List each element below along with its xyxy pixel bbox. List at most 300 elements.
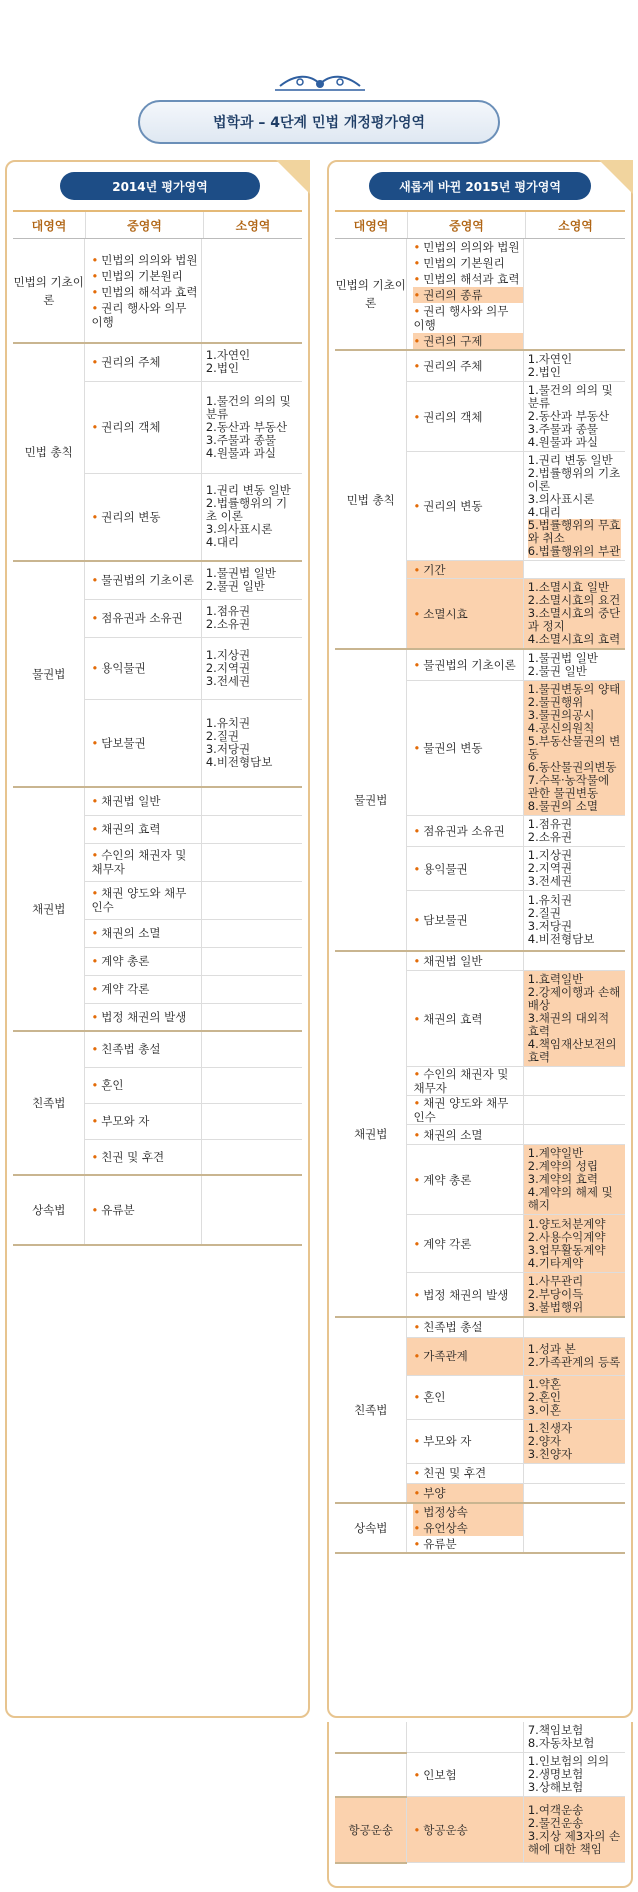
middle-area-item bbox=[91, 1042, 200, 1056]
middle-area-label: 권리의 변동 bbox=[101, 509, 161, 524]
middle-area-cell bbox=[85, 947, 201, 975]
bullet-icon: • bbox=[91, 573, 99, 588]
middle-area-label: 친권 및 후견 bbox=[101, 1149, 165, 1164]
middle-area-item bbox=[91, 611, 200, 625]
minor-area-item: 1.점유권 bbox=[527, 817, 573, 831]
minor-area-item: 3.물권의공시 bbox=[527, 708, 595, 722]
middle-area-cell bbox=[407, 452, 523, 561]
middle-area-item bbox=[413, 1434, 522, 1448]
minor-area-cell bbox=[201, 1003, 302, 1031]
bullet-icon: • bbox=[413, 1537, 421, 1551]
minor-area-item: 1.물권변동의 양태 bbox=[527, 682, 621, 696]
bullet-icon: • bbox=[413, 913, 421, 928]
middle-area-label: 수인의 채권자 및 채무자 bbox=[413, 1067, 509, 1095]
middle-area-cell bbox=[407, 350, 523, 382]
middle-area-cell bbox=[85, 343, 201, 381]
middle-area-item bbox=[413, 741, 522, 755]
minor-area-item: 3.소멸시효의 중단과 정지 bbox=[527, 606, 621, 633]
col-minor: 소영역 bbox=[235, 218, 271, 233]
table-row bbox=[13, 1175, 302, 1245]
bullet-icon: • bbox=[91, 848, 99, 862]
middle-area-item bbox=[413, 1349, 522, 1363]
table-extension bbox=[335, 1722, 625, 1864]
minor-area-item: 2.법률행위의 기초 이론 bbox=[205, 496, 288, 524]
bullet-icon: • bbox=[91, 926, 99, 940]
bullet-icon: • bbox=[413, 1767, 421, 1782]
bullet-icon: • bbox=[91, 1078, 99, 1092]
minor-area-item: 2.물권 일반 bbox=[205, 579, 265, 594]
major-area: 채권법 bbox=[335, 951, 407, 1318]
middle-area-item bbox=[413, 824, 522, 838]
middle-area-item bbox=[413, 954, 522, 968]
middle-area-label: 점유권과 소유권 bbox=[423, 824, 505, 838]
minor-area-cell bbox=[523, 579, 625, 650]
minor-area-cell bbox=[523, 951, 625, 971]
bullet-icon: • bbox=[91, 420, 99, 434]
middle-area-cell bbox=[407, 1419, 523, 1463]
minor-area-item: 1.소멸시효 일반 bbox=[527, 580, 610, 594]
middle-area-cell bbox=[407, 1797, 523, 1863]
middle-area-cell bbox=[407, 1503, 523, 1553]
minor-area-item: 1.물건의 의의 및 분류 bbox=[205, 393, 291, 421]
middle-area-item bbox=[91, 420, 200, 434]
middle-area-item bbox=[91, 661, 200, 675]
middle-area-item bbox=[413, 1012, 522, 1026]
middle-area-cell bbox=[407, 1215, 523, 1273]
table-row bbox=[335, 1722, 625, 1753]
bullet-icon: • bbox=[413, 1127, 421, 1142]
bullet-icon: • bbox=[413, 409, 421, 424]
panel-2014-title: 2014년 평가영역 bbox=[60, 172, 260, 200]
table-row bbox=[13, 561, 302, 599]
bullet-icon: • bbox=[413, 1287, 421, 1302]
minor-area-cell bbox=[523, 1317, 625, 1337]
middle-area-item bbox=[91, 1150, 200, 1164]
minor-area-item: 3.주물과 종물 bbox=[205, 432, 277, 447]
minor-area-item: 3.의사표시론 bbox=[205, 522, 273, 537]
minor-area-cell bbox=[523, 1722, 625, 1753]
minor-area-item: 1.인보험의 의의 bbox=[527, 1754, 610, 1768]
minor-area-cell bbox=[201, 381, 302, 473]
middle-area-cell bbox=[85, 975, 201, 1003]
minor-area-cell bbox=[523, 1503, 625, 1553]
middle-area-label: 권리의 객체 bbox=[101, 420, 161, 434]
panel-2015-title: 새롭게 바뀐 2015년 평가영역 bbox=[369, 172, 591, 200]
minor-area-cell bbox=[201, 815, 302, 843]
bullet-icon: • bbox=[91, 268, 99, 283]
minor-area-item: 2.혼인 bbox=[527, 1389, 561, 1404]
middle-area-item bbox=[413, 862, 522, 876]
minor-area-item: 3.업무활동계약 bbox=[527, 1242, 606, 1257]
minor-area-item: 3.불법행위 bbox=[527, 1300, 584, 1314]
middle-area-item bbox=[413, 913, 522, 927]
minor-area-item: 2.지역권 bbox=[205, 660, 251, 675]
middle-area-item bbox=[91, 300, 200, 330]
minor-area-item: 2.소유권 bbox=[527, 830, 573, 844]
bullet-icon: • bbox=[413, 1172, 421, 1187]
bullet-icon: • bbox=[91, 300, 99, 315]
table-row bbox=[13, 343, 302, 381]
minor-area-item: 1.유치권 bbox=[205, 715, 251, 730]
bullet-icon: • bbox=[413, 824, 421, 838]
middle-area-item bbox=[91, 1078, 200, 1092]
minor-area-item: 4.대리 bbox=[205, 535, 240, 550]
middle-area-label: 채권법 일반 bbox=[423, 953, 483, 968]
minor-area-cell bbox=[523, 1215, 625, 1273]
middle-area-label: 채권의 소멸 bbox=[423, 1127, 483, 1142]
table-row bbox=[13, 787, 302, 815]
middle-area-label: 용익물권 bbox=[423, 861, 468, 876]
minor-area-cell bbox=[523, 681, 625, 816]
middle-area-cell bbox=[85, 1103, 201, 1139]
bullet-icon: • bbox=[413, 1822, 421, 1837]
minor-area-cell bbox=[523, 1419, 625, 1463]
middle-area-label: 유언상속 bbox=[423, 1521, 468, 1535]
middle-area-label: 채권법 일반 bbox=[101, 794, 161, 809]
minor-area-item: 2.동산과 부동산 bbox=[527, 409, 610, 423]
middle-area-cell bbox=[85, 843, 201, 881]
minor-area-cell bbox=[201, 561, 302, 599]
minor-area-item: 1.권리 변동 일반 bbox=[205, 483, 291, 498]
page-title: 법학과 – 4단계 민법 개정평가영역 bbox=[138, 100, 500, 144]
panel-2015-extension bbox=[327, 1722, 633, 1888]
col-middle: 중영역 bbox=[408, 212, 526, 238]
middle-area-label: 계약 총론 bbox=[423, 1172, 472, 1187]
middle-area-label: 민법의 해석과 효력 bbox=[101, 284, 198, 299]
minor-area-item: 1.양도처분계약 bbox=[527, 1216, 606, 1231]
middle-area-label: 권리 행사와 의무 이행 bbox=[413, 304, 509, 332]
middle-area-label: 혼인 bbox=[101, 1078, 124, 1092]
bullet-icon: • bbox=[413, 256, 421, 270]
middle-area-cell bbox=[407, 1067, 523, 1096]
minor-area-item: 2.가족관계의 등록 bbox=[527, 1355, 621, 1369]
middle-area-cell bbox=[407, 1096, 523, 1125]
minor-area-item: 1.지상권 bbox=[527, 848, 573, 862]
middle-area-item bbox=[91, 252, 200, 268]
bullet-icon: • bbox=[413, 1349, 421, 1363]
bullet-icon: • bbox=[413, 953, 421, 968]
middle-area-item bbox=[413, 410, 522, 424]
middle-area-label: 담보물권 bbox=[423, 913, 468, 928]
middle-area-label: 유류분 bbox=[423, 1537, 457, 1551]
minor-area-cell bbox=[201, 843, 302, 881]
bullet-icon: • bbox=[413, 1067, 421, 1081]
major-area: 상속법 bbox=[335, 1503, 407, 1553]
middle-area-item bbox=[91, 284, 200, 300]
middle-area-label: 법정상속 bbox=[423, 1505, 468, 1519]
bullet-icon: • bbox=[91, 252, 99, 267]
minor-area-item: 2.물건운송 bbox=[527, 1815, 584, 1830]
middle-area-cell bbox=[407, 1463, 523, 1483]
middle-area-cell bbox=[407, 1483, 523, 1503]
middle-area-cell bbox=[85, 881, 201, 919]
bullet-icon: • bbox=[413, 334, 421, 348]
middle-area-label: 민법의 기본원리 bbox=[101, 268, 183, 283]
middle-area-label: 친권 및 후견 bbox=[423, 1466, 487, 1480]
panel-2015 bbox=[327, 160, 633, 1718]
middle-area-item bbox=[91, 982, 200, 996]
middle-area-item bbox=[91, 1010, 200, 1024]
middle-area-label: 권리의 구제 bbox=[423, 334, 483, 348]
middle-area-label: 부모와 자 bbox=[101, 1114, 150, 1128]
middle-area-cell bbox=[407, 1125, 523, 1145]
minor-area-item: 3.저당권 bbox=[527, 919, 573, 934]
middle-area-item bbox=[413, 1237, 522, 1251]
middle-area-cell bbox=[407, 239, 523, 350]
minor-area-cell bbox=[523, 891, 625, 951]
minor-area-item: 1.물권법 일반 bbox=[205, 566, 277, 581]
middle-area-item bbox=[413, 1390, 522, 1404]
minor-area-item: 3.지상 제3자의 손해에 대한 책임 bbox=[527, 1828, 621, 1856]
minor-area-cell bbox=[201, 599, 302, 637]
middle-area-label: 권리 행사와 의무 이행 bbox=[91, 300, 187, 329]
middle-area-item bbox=[91, 926, 200, 940]
minor-area-item: 6.법률행위의 부관 bbox=[527, 544, 621, 558]
middle-area-cell bbox=[85, 239, 201, 343]
middle-area-cell bbox=[85, 473, 201, 561]
middle-area-item bbox=[413, 607, 522, 621]
minor-area-cell bbox=[201, 1103, 302, 1139]
middle-area-label: 권리의 주체 bbox=[423, 359, 483, 373]
middle-area-label: 권리의 주체 bbox=[101, 355, 161, 370]
middle-area-cell bbox=[85, 1031, 201, 1067]
middle-area-item bbox=[91, 355, 200, 369]
middle-area-item bbox=[413, 563, 522, 577]
middle-area-cell bbox=[407, 579, 523, 650]
minor-area-item: 3.전세권 bbox=[527, 874, 573, 888]
minor-area-item: 4.공신의원칙 bbox=[527, 721, 595, 735]
bullet-icon: • bbox=[413, 1466, 421, 1480]
ornament-icon bbox=[270, 70, 370, 94]
middle-area-item bbox=[413, 1504, 522, 1520]
middle-area-item bbox=[91, 848, 200, 876]
middle-area-cell bbox=[407, 1375, 523, 1419]
minor-area-item: 1.자연인 bbox=[205, 348, 251, 363]
table-row bbox=[335, 239, 625, 350]
minor-area-item: 3.친양자 bbox=[527, 1446, 573, 1461]
middle-area-item bbox=[413, 255, 522, 271]
minor-area-item: 2.부당이득 bbox=[527, 1287, 584, 1301]
middle-area-cell bbox=[407, 847, 523, 891]
middle-area-cell bbox=[85, 787, 201, 815]
bullet-icon: • bbox=[413, 272, 421, 286]
middle-area-label: 채권의 효력 bbox=[423, 1011, 483, 1026]
minor-area-cell bbox=[523, 1337, 625, 1375]
minor-area-item: 3.전세권 bbox=[205, 673, 251, 688]
bullet-icon: • bbox=[91, 611, 99, 625]
minor-area-item: 4.비전형담보 bbox=[527, 932, 595, 947]
minor-area-item: 2.물권 일반 bbox=[527, 664, 587, 678]
bullet-icon: • bbox=[413, 1236, 421, 1251]
bullet-icon: • bbox=[413, 1096, 421, 1110]
middle-area-label: 항공운송 bbox=[423, 1822, 468, 1837]
minor-area-cell bbox=[523, 1483, 625, 1503]
bullet-icon: • bbox=[91, 735, 99, 750]
minor-area-item: 1.여객운송 bbox=[527, 1802, 584, 1817]
bullet-icon: • bbox=[91, 886, 99, 900]
middle-area-label: 계약 총론 bbox=[101, 954, 150, 968]
minor-area-cell bbox=[523, 649, 625, 681]
middle-area-cell bbox=[407, 681, 523, 816]
middle-area-label: 물권법의 기초이론 bbox=[423, 658, 516, 672]
minor-area-cell bbox=[201, 1031, 302, 1067]
middle-area-cell bbox=[407, 891, 523, 951]
minor-area-item: 4.원물과 과실 bbox=[527, 435, 598, 449]
minor-area-item: 4.계약의 해제 및 해지 bbox=[527, 1185, 613, 1212]
middle-area-cell bbox=[85, 699, 201, 787]
middle-area-cell bbox=[407, 1753, 523, 1797]
middle-area-cell bbox=[85, 637, 201, 699]
minor-area-cell bbox=[523, 1463, 625, 1483]
minor-area-item: 1.물권법 일반 bbox=[527, 651, 598, 665]
major-area bbox=[335, 1753, 407, 1797]
minor-area-item: 7.수목‧농작물에 관한 물권변동 bbox=[527, 773, 610, 800]
major-area: 민법의 기초이론 bbox=[335, 239, 407, 350]
minor-area-item: 5.법률행위의 무효와 취소 bbox=[527, 518, 621, 545]
middle-area-label: 점유권과 소유권 bbox=[101, 611, 183, 625]
minor-area-item: 2.동산과 부동산 bbox=[205, 419, 288, 434]
panel-2014 bbox=[5, 160, 310, 1718]
middle-area-label: 혼인 bbox=[423, 1390, 446, 1404]
middle-area-cell bbox=[85, 1003, 201, 1031]
minor-area-cell bbox=[523, 239, 625, 350]
middle-area-item bbox=[413, 359, 522, 373]
middle-area-cell bbox=[407, 951, 523, 971]
middle-area-cell bbox=[407, 1145, 523, 1215]
middle-area-item bbox=[413, 1536, 522, 1552]
minor-area-item: 4.책임재산보전의 효력 bbox=[527, 1037, 617, 1064]
minor-area-item: 2.사용수익계약 bbox=[527, 1229, 606, 1244]
middle-area-label: 법정 채권의 발생 bbox=[101, 1009, 187, 1024]
middle-area-item bbox=[91, 1114, 200, 1128]
bullet-icon: • bbox=[413, 240, 421, 254]
minor-area-item: 4.기타계약 bbox=[527, 1255, 584, 1270]
middle-area-label: 유류분 bbox=[101, 1203, 135, 1217]
middle-area-cell bbox=[407, 1273, 523, 1318]
major-area: 친족법 bbox=[13, 1031, 85, 1175]
middle-area-label: 담보물권 bbox=[101, 735, 146, 750]
minor-area-item: 1.물건의 의의 및 분류 bbox=[527, 383, 613, 410]
middle-area-label: 권리의 변동 bbox=[423, 499, 483, 513]
col-major: 대영역 bbox=[335, 212, 408, 238]
minor-area-cell bbox=[201, 343, 302, 381]
minor-area-item: 3.계약의 효력 bbox=[527, 1172, 598, 1186]
table-row bbox=[13, 1031, 302, 1067]
bullet-icon: • bbox=[91, 509, 99, 524]
minor-area-item: 3.채권의 대외적 효력 bbox=[527, 1011, 610, 1038]
minor-area-item: 4.소멸시효의 효력 bbox=[527, 632, 621, 646]
minor-area-item: 2.지역권 bbox=[527, 861, 573, 875]
minor-area-item: 3.상해보험 bbox=[527, 1780, 584, 1794]
minor-area-cell bbox=[523, 561, 625, 579]
bullet-icon: • bbox=[91, 982, 99, 996]
bullet-icon: • bbox=[413, 1485, 421, 1500]
major-area bbox=[335, 1722, 407, 1753]
minor-area-cell bbox=[523, 1145, 625, 1215]
middle-area-item bbox=[91, 573, 200, 587]
middle-area-label: 채권의 소멸 bbox=[101, 926, 161, 940]
bullet-icon: • bbox=[413, 1390, 421, 1404]
major-area: 민법 총칙 bbox=[335, 350, 407, 649]
minor-area-item: 2.소유권 bbox=[205, 617, 251, 631]
minor-area-cell bbox=[523, 452, 625, 561]
minor-area-item: 1.계약일반 bbox=[527, 1146, 584, 1160]
minor-area-item: 7.책임보험 bbox=[527, 1723, 584, 1737]
minor-area-cell bbox=[201, 1067, 302, 1103]
minor-area-cell bbox=[201, 787, 302, 815]
bullet-icon: • bbox=[91, 954, 99, 968]
minor-area-cell bbox=[201, 1175, 302, 1245]
middle-area-item bbox=[413, 1128, 522, 1142]
minor-area-item: 4.비전형담보 bbox=[205, 754, 273, 769]
major-area: 항공운송 bbox=[335, 1797, 407, 1863]
minor-area-cell bbox=[201, 637, 302, 699]
bullet-icon: • bbox=[413, 359, 421, 373]
bullet-icon: • bbox=[413, 658, 421, 672]
middle-area-label: 소멸시효 bbox=[423, 606, 468, 621]
bullet-icon: • bbox=[91, 1042, 99, 1057]
minor-area-cell bbox=[523, 847, 625, 891]
minor-area-item: 2.법률행위의 기초 이론 bbox=[527, 466, 621, 493]
bullet-icon: • bbox=[413, 304, 421, 318]
middle-area-item bbox=[413, 1486, 522, 1500]
minor-area-item: 2.소멸시효의 요건 bbox=[527, 593, 621, 607]
minor-area-cell bbox=[523, 382, 625, 452]
minor-area-item: 1.권리 변동 일반 bbox=[527, 453, 613, 467]
bullet-icon: • bbox=[91, 1114, 99, 1128]
minor-area-item: 2.생명보험 bbox=[527, 1767, 584, 1781]
middle-area-label: 기간 bbox=[423, 562, 446, 577]
minor-area-cell bbox=[523, 350, 625, 382]
major-area: 민법의 기초이론 bbox=[13, 239, 85, 343]
bullet-icon: • bbox=[413, 1521, 421, 1535]
minor-area-item: 6.동산물권의변동 bbox=[527, 760, 617, 774]
middle-area-label: 가족관계 bbox=[423, 1349, 468, 1363]
col-minor: 소영역 bbox=[558, 218, 593, 233]
minor-area-cell bbox=[523, 1096, 625, 1125]
middle-area-cell bbox=[407, 649, 523, 681]
middle-area-item bbox=[413, 1096, 522, 1124]
minor-area-cell bbox=[201, 239, 302, 343]
bullet-icon: • bbox=[91, 1203, 99, 1217]
bullet-icon: • bbox=[91, 284, 99, 299]
middle-area-label: 계약 각론 bbox=[423, 1236, 472, 1251]
col-major: 대영역 bbox=[13, 212, 86, 238]
minor-area-item: 1.지상권 bbox=[205, 647, 251, 662]
major-area: 민법 총칙 bbox=[13, 343, 85, 561]
middle-area-cell bbox=[407, 1722, 523, 1753]
minor-area-item: 4.원물과 과실 bbox=[205, 445, 277, 460]
middle-area-label: 친족법 총설 bbox=[423, 1320, 483, 1335]
middle-area-label: 권리의 종류 bbox=[423, 288, 483, 302]
minor-area-cell bbox=[523, 1067, 625, 1096]
minor-area-item: 3.이혼 bbox=[527, 1402, 561, 1417]
major-area: 물권법 bbox=[13, 561, 85, 787]
bullet-icon: • bbox=[413, 1434, 421, 1448]
minor-area-item: 5.부동산물권의 변동 bbox=[527, 734, 621, 761]
table-row bbox=[13, 239, 302, 343]
middle-area-label: 권리의 객체 bbox=[423, 409, 483, 424]
minor-area-item: 2.질권 bbox=[527, 906, 561, 921]
middle-area-label: 물권법의 기초이론 bbox=[101, 573, 194, 588]
minor-area-cell bbox=[523, 1273, 625, 1318]
minor-area-cell bbox=[201, 699, 302, 787]
table-2014 bbox=[13, 239, 302, 1246]
middle-area-item bbox=[413, 303, 522, 333]
middle-area-item bbox=[413, 1288, 522, 1302]
minor-area-item: 1.성과 본 bbox=[527, 1342, 576, 1356]
middle-area-item bbox=[91, 1203, 200, 1217]
